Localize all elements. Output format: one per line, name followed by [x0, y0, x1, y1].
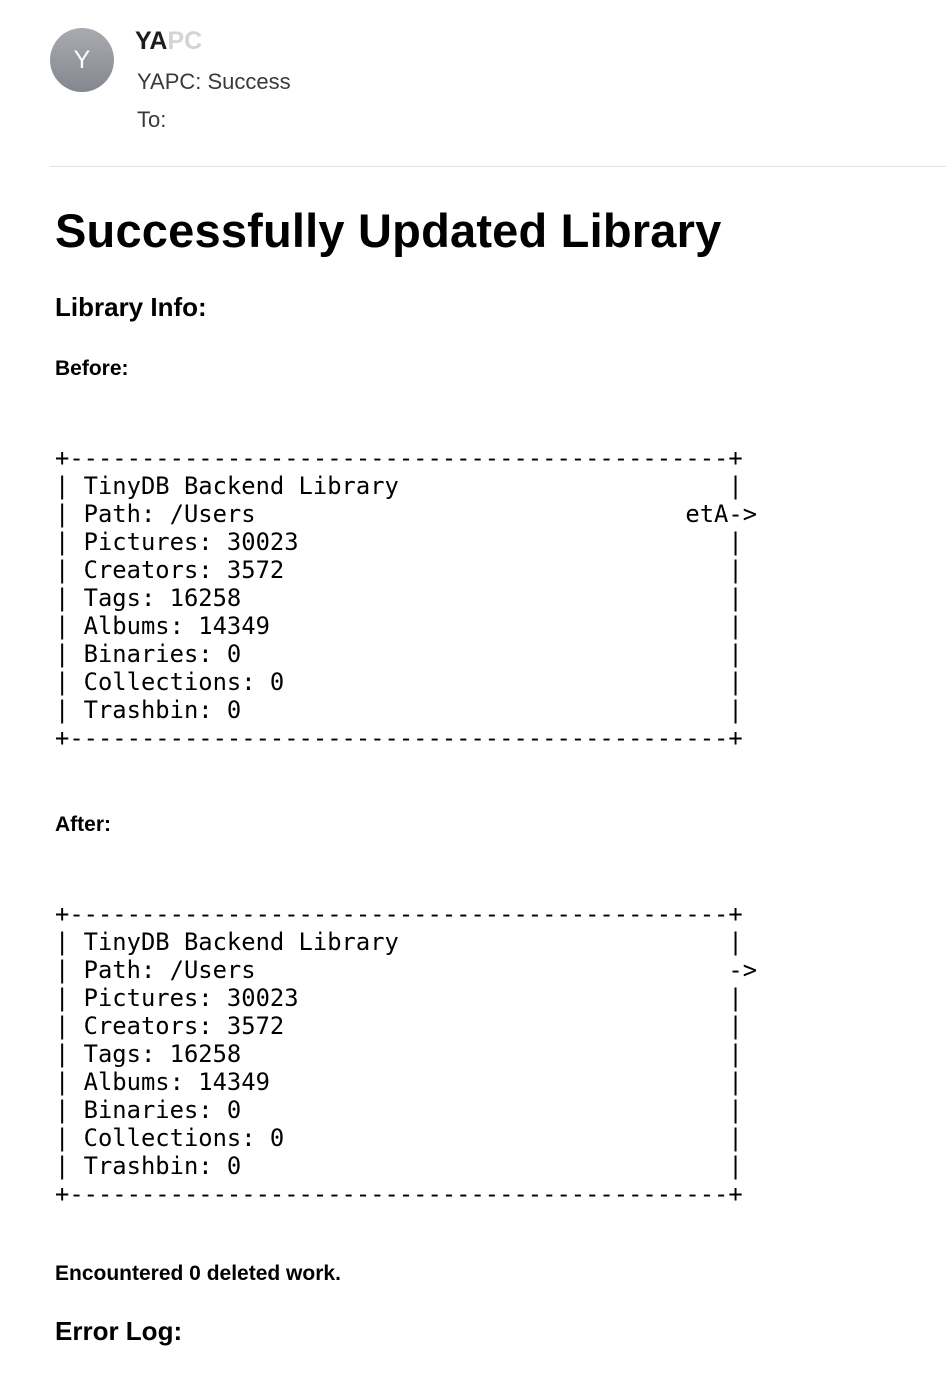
sender-name-faded: PC	[167, 27, 203, 55]
after-library-table: +----------------------------------------------+ | TinyDB Backend Library | | Path: /Users -> | Pictures: 30023 | | Creators: 3572 | | Tags: 16258 | | Albums: 14349 | | Binaries: 0 | | Collections: 0 | | Trashbin: 0 | +----------------------------------------------+	[55, 900, 758, 1208]
avatar-initial: Y	[73, 45, 91, 74]
sender-avatar	[50, 28, 114, 92]
after-label: After:	[55, 813, 111, 836]
sender-name-visible: YA	[135, 27, 168, 55]
deleted-work-note: Encountered 0 deleted work.	[55, 1262, 341, 1285]
header-divider	[50, 166, 946, 167]
before-library-table: +----------------------------------------------+ | TinyDB Backend Library | | Path: /Users etA-> | Pictures: 30023 | | Creators: 3572 | | Tags: 16258 | | Albums: 14349 | | Binaries: 0 | | Collections: 0 | | Trashbin: 0 | +----------------------------------------------+	[55, 444, 758, 752]
library-info-heading: Library Info:	[55, 292, 207, 322]
sender-name[interactable]	[135, 27, 202, 56]
message-title: Successfully Updated Library	[55, 204, 722, 257]
recipient-line: To:	[137, 107, 167, 132]
before-label: Before:	[55, 357, 129, 380]
error-log-heading: Error Log:	[55, 1316, 183, 1346]
email-subject: YAPC: Success	[137, 69, 291, 94]
